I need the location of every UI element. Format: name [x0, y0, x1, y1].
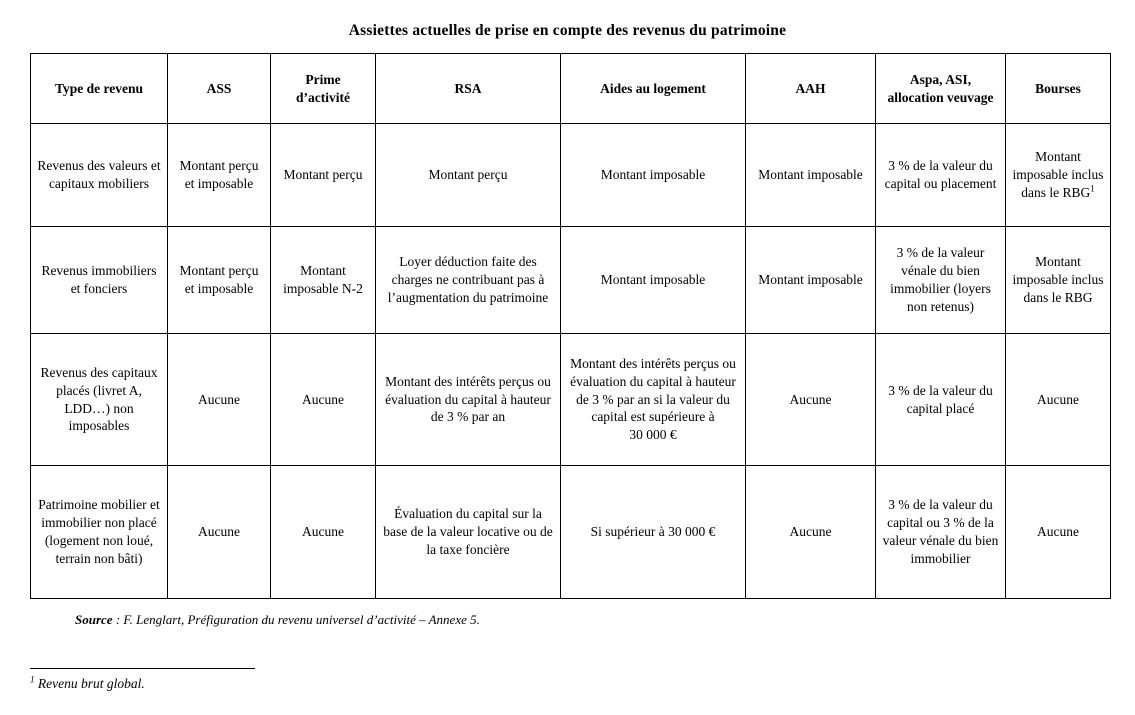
row-header-cell: Revenus immobiliers et fonciers — [31, 227, 168, 334]
patrimoine-assiettes-table — [30, 53, 1111, 599]
header-cell: Prime d’activité — [271, 54, 376, 124]
footnote-text: Revenu brut global. — [37, 676, 145, 691]
table-cell: Aucune — [168, 466, 271, 599]
table-cell: Montant des intérêts perçus ou évaluation du capital à hauteur de 3 % par an si la valeur du capital est supérieure à 30 000 € — [561, 334, 746, 466]
table-cell: Montant imposable — [561, 227, 746, 334]
table-cell: Montant imposable — [746, 124, 876, 227]
footnote-marker: 1 — [30, 674, 35, 685]
source-line — [75, 612, 1135, 628]
table-cell: Si supérieur à 30 000 € — [561, 466, 746, 599]
footnote-separator — [30, 668, 255, 669]
source-separator: : — [112, 612, 124, 627]
table-cell: 3 % de la valeur du capital ou placement — [876, 124, 1006, 227]
table-cell: Montant des intérêts perçus ou évaluation du capital à hauteur de 3 % par an — [376, 334, 561, 466]
table-cell: Montant perçu — [376, 124, 561, 227]
row-header-cell: Patrimoine mobilier et immobilier non placé (logement non loué, terrain non bâti) — [31, 466, 168, 599]
table-row — [31, 124, 1111, 227]
table-cell: Montant imposable — [746, 227, 876, 334]
table-row — [31, 466, 1111, 599]
table-cell: Loyer déduction faite des charges ne contribuant pas à l’augmentation du patrimoine — [376, 227, 561, 334]
table-title: Assiettes actuelles de prise en compte des revenus du patrimoine — [348, 22, 787, 39]
footnote — [30, 676, 1135, 692]
row-header-cell: Revenus des capitaux placés (livret A, LDD…) non imposables — [31, 334, 168, 466]
table-cell: Aucune — [271, 466, 376, 599]
table-cell: Montant imposable inclus dans le RBG — [1006, 227, 1111, 334]
table-cell: Montant perçu et imposable — [168, 124, 271, 227]
row-header-cell: Revenus des valeurs et capitaux mobiliers — [31, 124, 168, 227]
table-cell: Aucune — [746, 334, 876, 466]
table-cell: Montant imposable inclus dans le RBG$^1$ — [1006, 124, 1111, 227]
header-cell: AAH — [746, 54, 876, 124]
table-cell: Évaluation du capital sur la base de la valeur locative ou de la taxe foncière — [376, 466, 561, 599]
header-row — [31, 54, 1111, 124]
table-row — [31, 334, 1111, 466]
source-text: F. Lenglart, Préfiguration du revenu universel d’activité – Annexe 5. — [123, 612, 480, 627]
table-cell: Aucune — [1006, 334, 1111, 466]
table-body — [31, 124, 1111, 599]
header-cell: Bourses — [1006, 54, 1111, 124]
footnote-ref: 1 — [1090, 183, 1095, 194]
table-cell: 3 % de la valeur du capital ou 3 % de la valeur vénale du bien immobilier — [876, 466, 1006, 599]
table-cell: 3 % de la valeur vénale du bien immobilier (loyers non retenus) — [876, 227, 1006, 334]
header-cell: Aides au logement — [561, 54, 746, 124]
source-label: Source — [75, 612, 113, 627]
header-cell: Aspa, ASI, allocation veuvage — [876, 54, 1006, 124]
table-cell: Montant imposable N-2 — [271, 227, 376, 334]
table-cell: Montant perçu — [271, 124, 376, 227]
header-cell: ASS — [168, 54, 271, 124]
table-cell: Montant perçu et imposable — [168, 227, 271, 334]
table-cell: Aucune — [746, 466, 876, 599]
table-cell: Montant imposable — [561, 124, 746, 227]
table-row — [31, 227, 1111, 334]
table-cell: Aucune — [1006, 466, 1111, 599]
table-cell: 3 % de la valeur du capital placé — [876, 334, 1006, 466]
header-cell: Type de revenu — [31, 54, 168, 124]
table-cell: Aucune — [168, 334, 271, 466]
table-cell: Aucune — [271, 334, 376, 466]
header-cell: RSA — [376, 54, 561, 124]
